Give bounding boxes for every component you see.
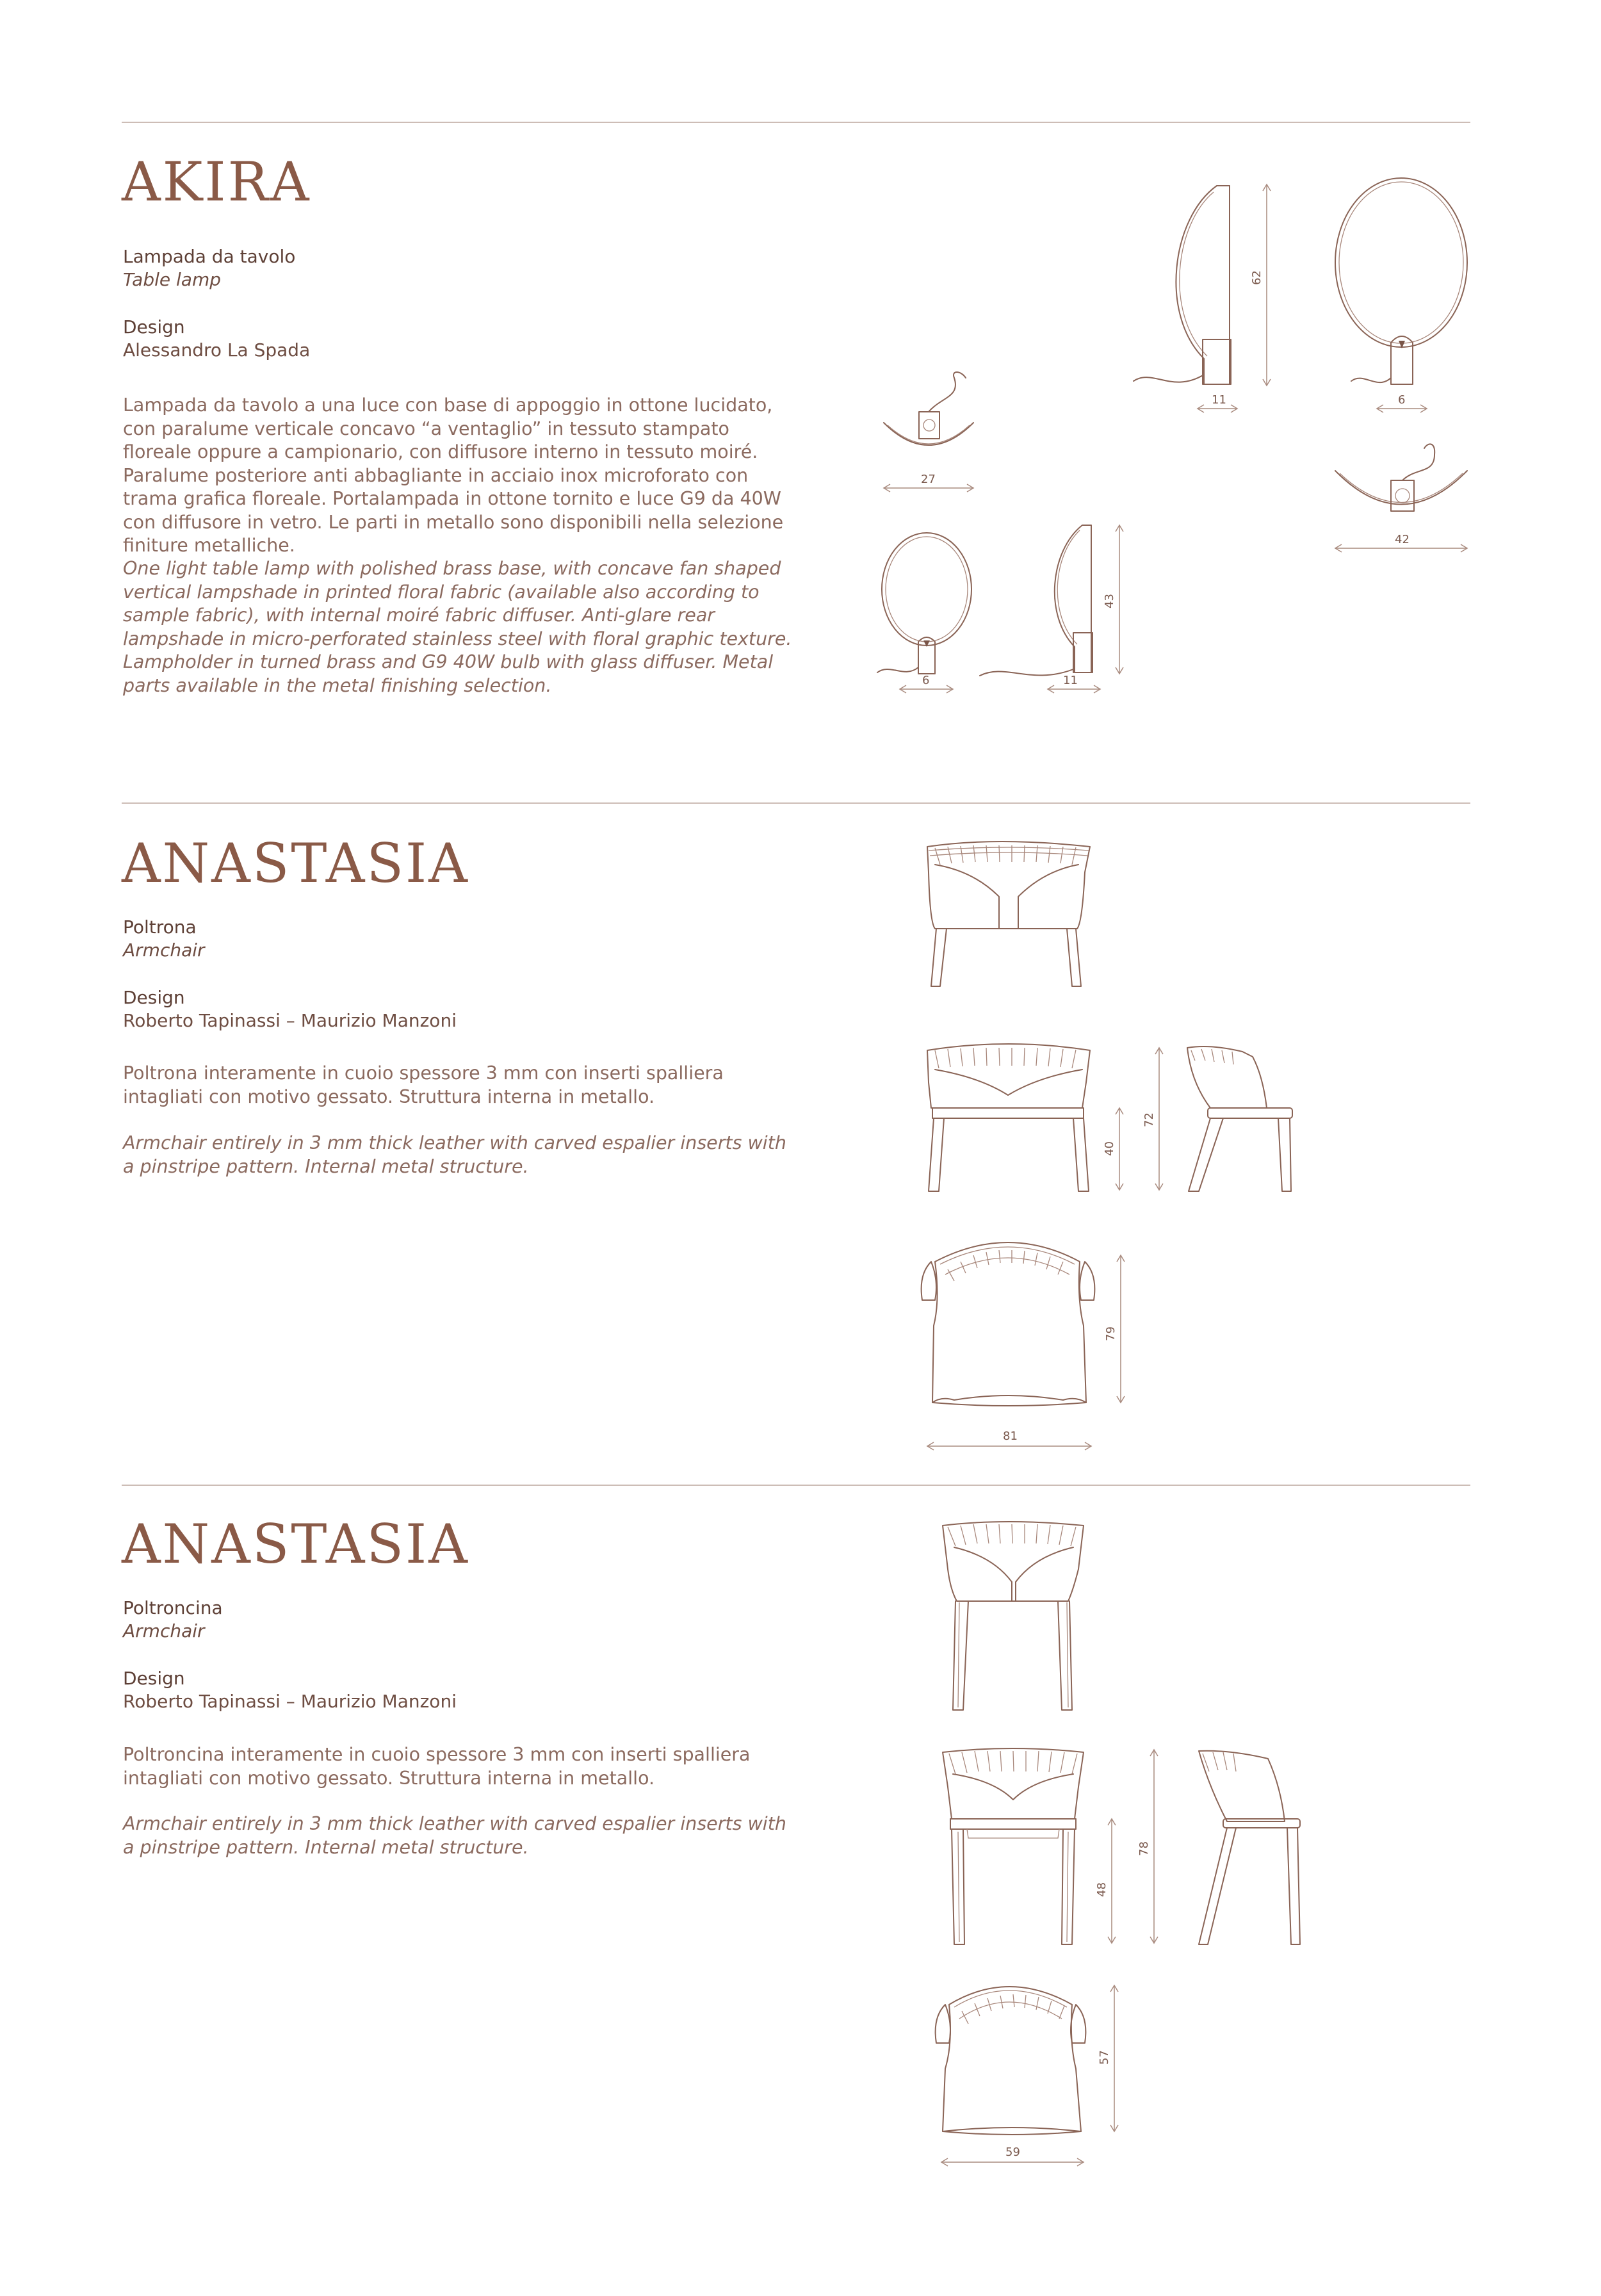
- product-type-it: Lampada da tavolo: [123, 246, 296, 267]
- design-label: Design: [123, 1668, 185, 1689]
- product-title: AKIRA: [122, 151, 311, 213]
- poltroncina-front-view: [943, 1522, 1084, 1710]
- product-type-en: Table lamp: [123, 269, 221, 290]
- product-type-en: Armchair: [123, 1620, 205, 1641]
- anastasia-poltrona-technical-drawing: [909, 839, 1370, 1454]
- poltrona-front-view: [927, 842, 1090, 986]
- dim-11-small: 11: [1063, 674, 1078, 687]
- product-type-it: Poltroncina: [123, 1597, 223, 1618]
- dim-78: 78: [1137, 1841, 1151, 1856]
- description-en: Armchair entirely in 3 mm thick leather with carved espalier inserts with a pinstripe pattern. Internal metal structure.: [123, 1132, 786, 1177]
- dim-59: 59: [1005, 2145, 1020, 2159]
- product-type-it: Poltrona: [123, 916, 197, 938]
- product-title: ANASTASIA: [122, 832, 469, 895]
- dim-57: 57: [1098, 2050, 1111, 2065]
- description-it: Poltrona interamente in cuoio spessore 3 mm con inserti spalliera intagliati con motivo gessato. Struttura interna in metallo.: [123, 1063, 724, 1107]
- designer-name: Alessandro La Spada: [123, 339, 311, 361]
- design-label: Design: [123, 987, 185, 1008]
- dim-6-small: 6: [922, 674, 930, 687]
- product-type-en: Armchair: [123, 940, 205, 961]
- description-it: Lampada da tavolo a una luce con base di appoggio in ottone lucidato, con paralume verticale concavo “a ventaglio” in tessuto stampato floreale oppure a campionario, con diffusore interno in tessuto moiré. Paralume posteriore anti abbagliante in acciaio inox microforato con trama grafica floreale. Portalampada in ottone tornito e luce G9 da 40W con diffusore in vetro. Le parti in metallo sono disponibili nella selezione finiture metalliche.: [123, 395, 784, 556]
- poltroncina-front-view-seat: [943, 1748, 1158, 1944]
- poltrona-side-view: [1187, 1046, 1292, 1191]
- akira-top-view-large: [1335, 444, 1467, 552]
- poltrona-top-view: [922, 1242, 1125, 1450]
- poltrona-front-view-seat: [927, 1044, 1163, 1191]
- akira-side-view-small: [980, 525, 1123, 693]
- akira-front-view-large: [1335, 178, 1467, 412]
- description-en: One light table lamp with polished brass base, with concave fan shaped vertical lampshade in printed floral fabric (available also according to sample fabric), with internal moiré fabric diffuser. Anti-glare rear lampshade in micro-perforated stainless steel with floral graphic texture. Lampholder in turned brass and G9 40W bulb with glass diffuser. Metal parts available in the metal finishing selection.: [123, 558, 792, 696]
- dim-40: 40: [1103, 1141, 1116, 1156]
- section-divider-akira: [122, 122, 1470, 123]
- poltroncina-side-view: [1199, 1751, 1300, 1944]
- dim-48: 48: [1095, 1882, 1109, 1897]
- description-en: Armchair entirely in 3 mm thick leather with carved espalier inserts with a pinstripe pattern. Internal metal structure.: [123, 1813, 786, 1858]
- section-divider-anastasia-poltrona: [122, 802, 1470, 804]
- dim-27: 27: [921, 473, 936, 486]
- dim-11-large: 11: [1212, 393, 1226, 407]
- dim-81: 81: [1003, 1429, 1018, 1443]
- dim-6-large: 6: [1398, 393, 1406, 407]
- akira-front-view-small: [877, 533, 971, 693]
- designer-name: Roberto Tapinassi – Maurizio Manzoni: [123, 1010, 457, 1031]
- anastasia-poltroncina-technical-drawing: [922, 1518, 1370, 2171]
- dim-79: 79: [1104, 1326, 1117, 1341]
- akira-top-view-small: [884, 372, 973, 492]
- dim-72: 72: [1142, 1112, 1156, 1127]
- dim-62: 62: [1250, 270, 1264, 285]
- product-title: ANASTASIA: [122, 1513, 469, 1575]
- akira-technical-drawing: [858, 167, 1473, 704]
- designer-name: Roberto Tapinassi – Maurizio Manzoni: [123, 1691, 457, 1712]
- section-divider-anastasia-poltroncina: [122, 1485, 1470, 1486]
- dim-43: 43: [1103, 594, 1116, 608]
- poltroncina-top-view: [936, 1985, 1118, 2166]
- dim-42: 42: [1395, 533, 1410, 546]
- design-label: Design: [123, 316, 185, 338]
- description-it: Poltroncina interamente in cuoio spessore 3 mm con inserti spalliera intagliati con motivo gessato. Struttura interna in metallo.: [123, 1744, 751, 1789]
- akira-side-view-large: [1134, 184, 1271, 412]
